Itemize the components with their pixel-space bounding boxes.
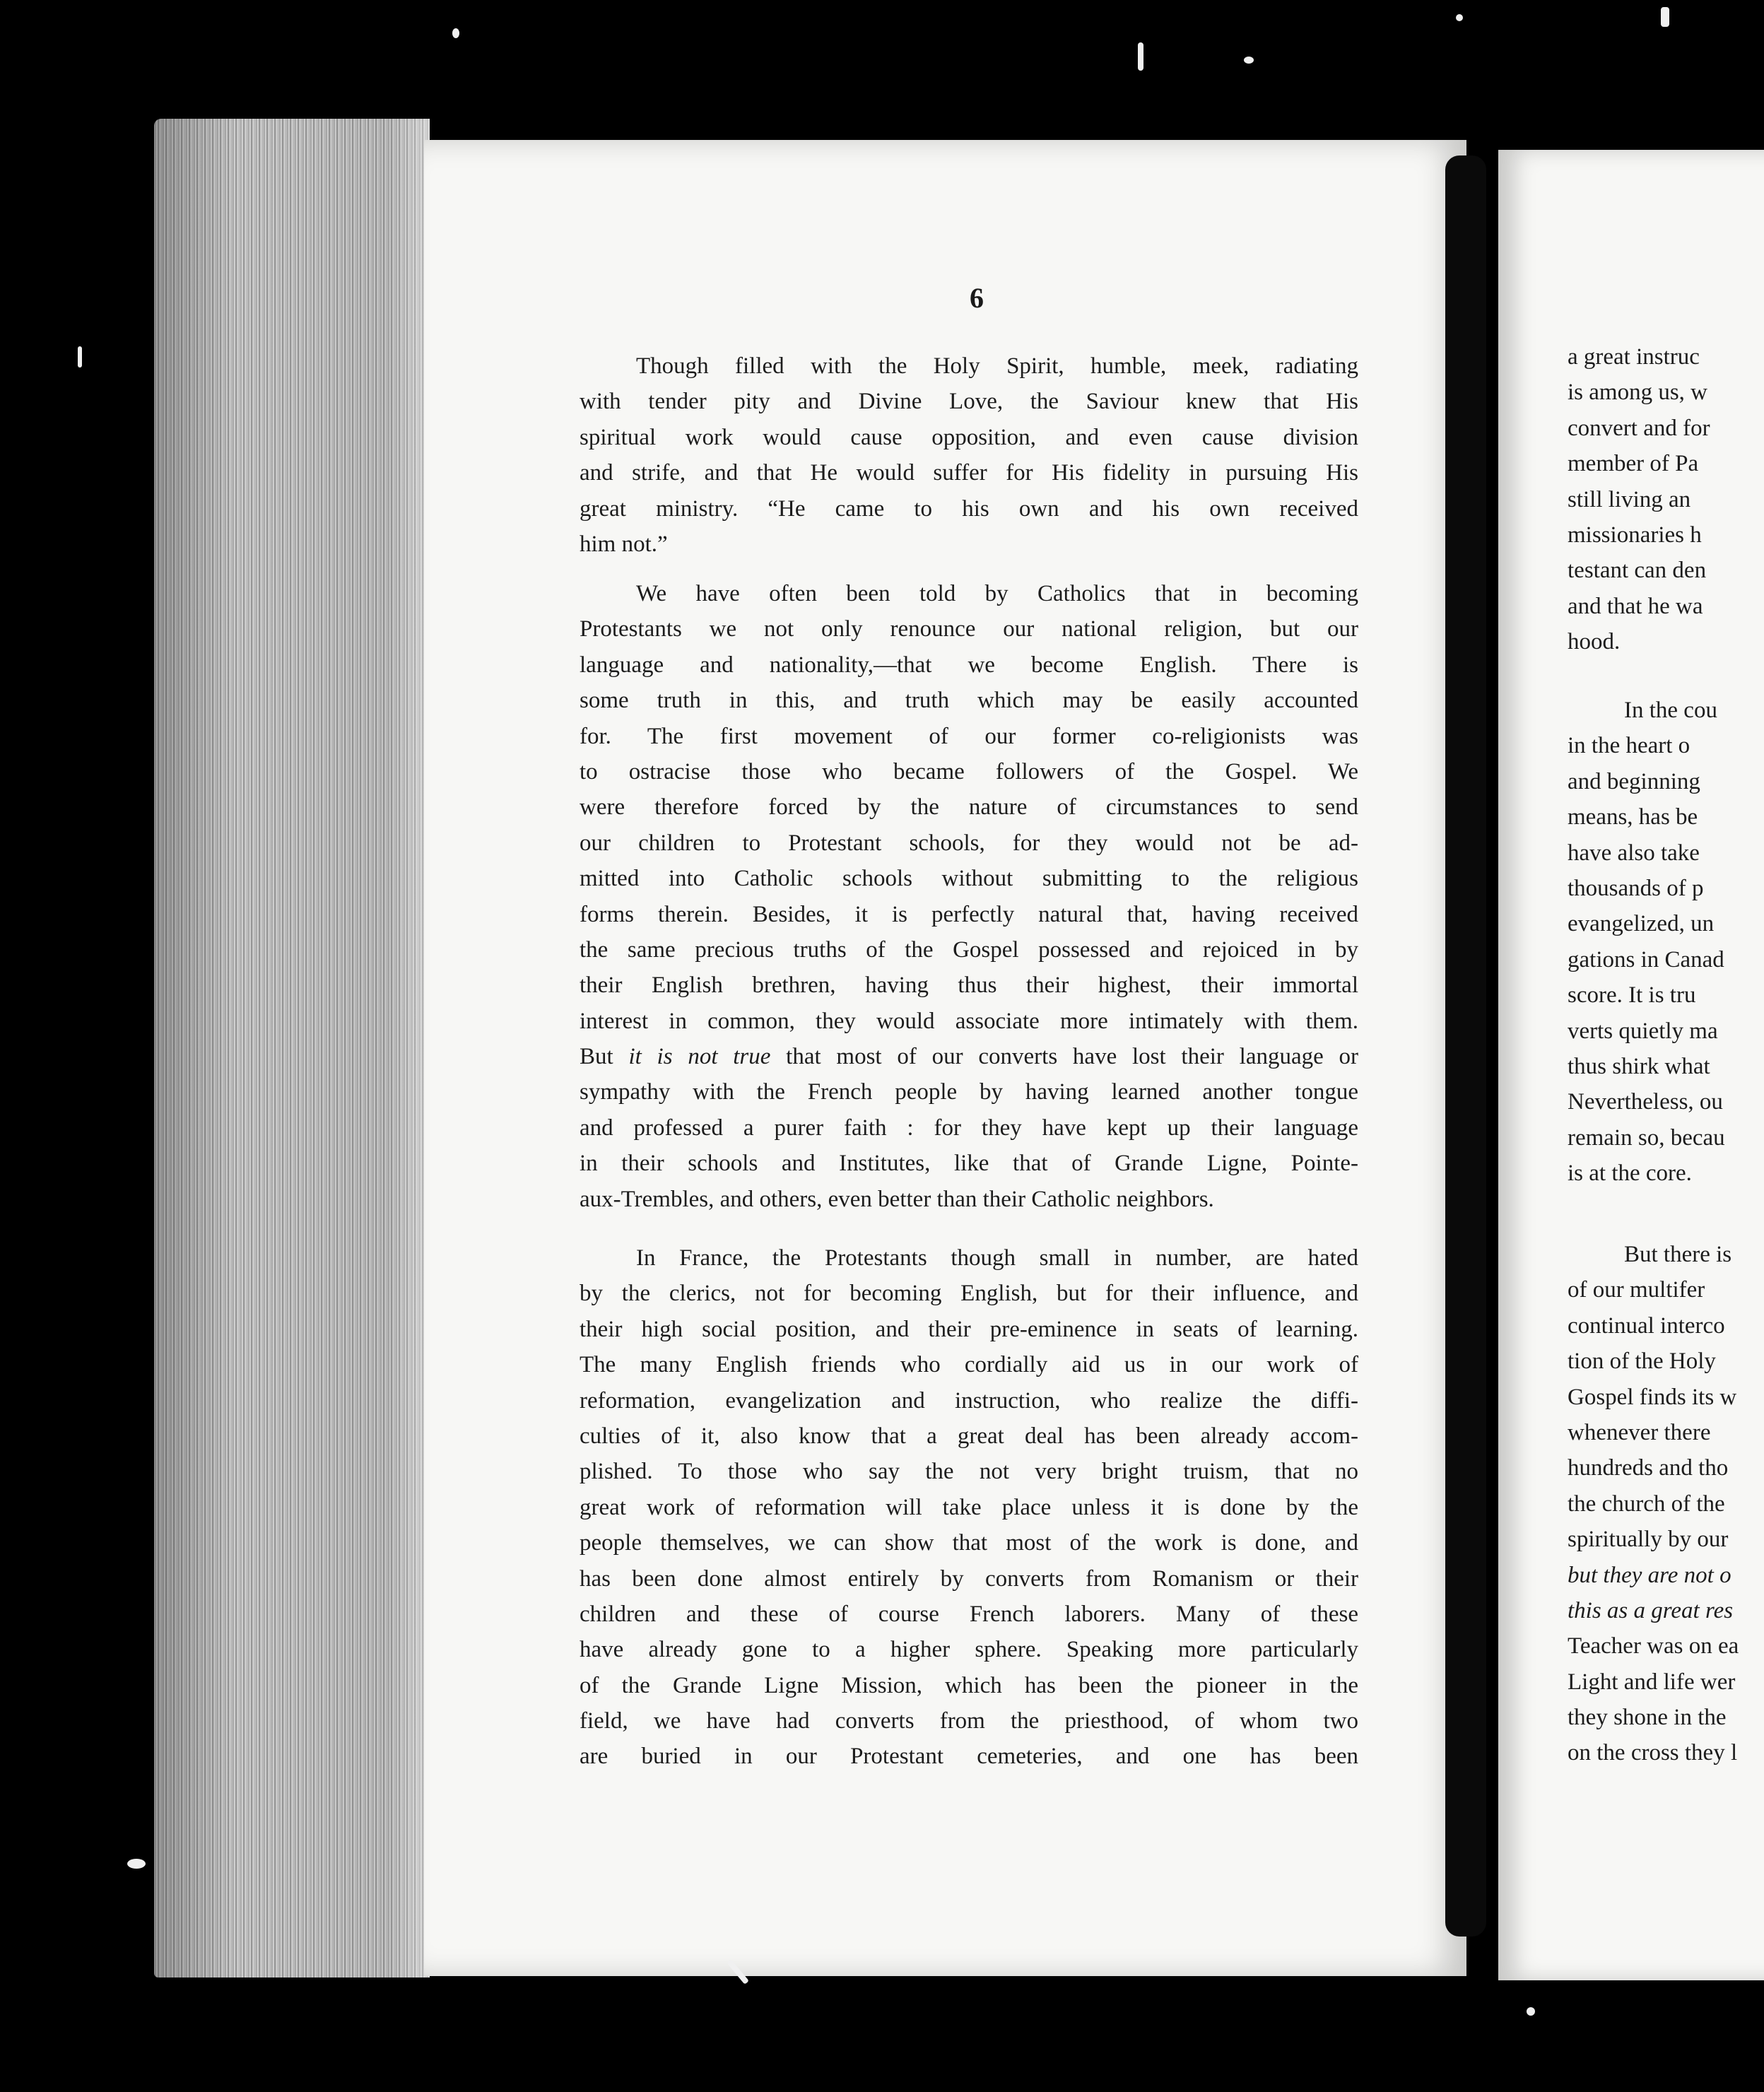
text-line: were therefore forced by the nature of circumstances to send [580, 794, 1358, 821]
text-line: convert and for [1568, 415, 1710, 441]
dust-speck [1527, 2007, 1535, 2016]
text-line: Gospel finds its w [1568, 1384, 1737, 1410]
text-line-italic-emphasis: But it is not true that most of our converts have lost their language or [580, 1044, 1359, 1070]
text-line: in the heart o [1568, 733, 1690, 759]
page-number: 6 [970, 282, 984, 314]
text-line: gations in Canad [1568, 946, 1724, 972]
text-line: Light and life wer [1568, 1669, 1736, 1695]
text-line: our children to Protestant schools, for they would not be ad- [580, 830, 1358, 856]
emphasis-text: it is not true [628, 1044, 771, 1070]
text-line: tion of the Holy [1568, 1348, 1716, 1375]
text-line: testant can den [1568, 558, 1707, 584]
text-line: of the Grande Ligne Mission, which has been the pioneer in the [580, 1672, 1358, 1698]
text-line: reformation, evangelization and instruction, who realize the diffi- [580, 1387, 1358, 1414]
text-line: missionaries h [1568, 522, 1702, 548]
right-paragraph-2 [1568, 693, 1764, 1191]
right-paragraph-1 [1568, 339, 1764, 660]
text-line: and professed a purer faith : for they have kept up their language [580, 1115, 1358, 1141]
text-line: to ostracise those who became followers of the Gospel. We [580, 758, 1358, 784]
dust-speck [1244, 57, 1254, 64]
text-line: The many English friends who cordially aid us in our work of [580, 1352, 1358, 1378]
text-line: spiritually by our [1568, 1527, 1729, 1553]
text-line: with tender pity and Divine Love, the Saviour knew that His [580, 389, 1358, 415]
text-line: on the cross they l [1568, 1740, 1738, 1766]
dust-speck [1138, 42, 1143, 71]
text-line: hundreds and tho [1568, 1455, 1729, 1481]
text-line: hood. [1568, 629, 1621, 655]
text-line: thus shirk what [1568, 1053, 1710, 1079]
text-line: mitted into Catholic schools without submitting to the religious [580, 866, 1358, 892]
text-line: some truth in this, and truth which may be easily accounted [580, 688, 1358, 714]
dust-speck [1661, 7, 1669, 27]
page-edges [154, 119, 430, 1978]
text-line: field, we have had converts from the priesthood, of whom two [580, 1708, 1358, 1734]
text-line: In the cou [1624, 698, 1717, 723]
dust-speck [452, 28, 459, 38]
text-line: evangelized, un [1568, 911, 1715, 937]
text-line: sympathy with the French people by having learned another tongue [580, 1079, 1358, 1105]
text-line: aux-Trembles, and others, even better than their Catholic neighbors. [580, 1186, 1214, 1212]
text-line: great ministry. “He came to his own and his own received [580, 495, 1358, 522]
text-line: whenever there [1568, 1419, 1711, 1445]
text-line: is at the core. [1568, 1160, 1692, 1187]
text-line: and strife, and that He would suffer for His fidelity in pursuing His [580, 460, 1358, 486]
text-line: verts quietly ma [1568, 1018, 1718, 1044]
text-line: by the clerics, not for becoming English, but for their influence, and [580, 1281, 1358, 1307]
paragraph-3 [580, 1240, 1358, 1775]
text-line: interest in common, they would associate more intimately with them. [580, 1008, 1358, 1034]
text-line: in their schools and Institutes, like that of Grande Ligne, Pointe- [580, 1151, 1358, 1177]
text-line: people themselves, we can show that most of the work is done, and [580, 1530, 1358, 1556]
text-line: But there is [1624, 1242, 1732, 1267]
text-line: is among us, w [1568, 380, 1707, 406]
text-line: of our multifer [1568, 1277, 1705, 1303]
text-line-italic: this as a great res [1568, 1597, 1734, 1623]
text-line: culties of it, also know that a great deal has been already accom- [580, 1423, 1358, 1449]
text-line: for. The first movement of our former co-religionists was [580, 723, 1358, 749]
text-line: member of Pa [1568, 451, 1699, 477]
text-line: him not.” [580, 531, 668, 557]
text-line: has been done almost entirely by converts from Romanism or their [580, 1565, 1358, 1592]
book-gutter [1445, 155, 1486, 1937]
text-line: continual interco [1568, 1312, 1725, 1339]
text-line: they shone in the [1568, 1705, 1727, 1731]
text-line: a great instruc [1568, 344, 1700, 370]
text-line: the same precious truths of the Gospel possessed and rejoiced in by [580, 936, 1358, 963]
dust-speck [78, 346, 82, 368]
text-line: are buried in our Protestant cemeteries, and one has been [580, 1744, 1358, 1770]
text-line: and that he wa [1568, 593, 1703, 619]
text-line: spiritual work would cause opposition, and even cause division [580, 424, 1358, 450]
text-line: great work of reformation will take place unless it is done by the [580, 1494, 1358, 1520]
text-line: score. It is tru [1568, 982, 1696, 1009]
text-line: Protestants we not only renounce our national religion, but our [580, 616, 1358, 642]
text-line: Teacher was on ea [1568, 1633, 1739, 1659]
text-line: In France, the Protestants though small in number, are hated [636, 1245, 1358, 1271]
text-line: Nevertheless, ou [1568, 1089, 1723, 1115]
text-line: their English brethren, having thus their highest, their immortal [580, 972, 1358, 999]
dust-speck [1456, 14, 1463, 21]
text-line: their high social position, and their pre-eminence in seats of learning. [580, 1316, 1358, 1342]
text-line: thousands of p [1568, 875, 1704, 901]
paragraph-1 [580, 348, 1358, 562]
dust-speck [127, 1859, 146, 1869]
text-line-italic: but they are not o [1568, 1562, 1731, 1588]
text-line: means, has be [1568, 804, 1698, 830]
paragraph-2 [580, 576, 1358, 1217]
text-line: We have often been told by Catholics that in becoming [636, 581, 1358, 606]
text-line: Though filled with the Holy Spirit, humble, meek, radiating [636, 353, 1358, 379]
text-line: forms therein. Besides, it is perfectly natural that, having received [580, 901, 1358, 927]
text-line: have also take [1568, 840, 1700, 866]
right-paragraph-3 [1568, 1237, 1764, 1771]
text-line: plished. To those who say the not very bright truism, that no [580, 1459, 1358, 1485]
text-line: still living an [1568, 486, 1691, 512]
text-line: remain so, becau [1568, 1124, 1725, 1151]
text-line: and beginning [1568, 768, 1700, 794]
text-line: the church of the [1568, 1491, 1725, 1517]
text-line: have already gone to a higher sphere. Speaking more particularly [580, 1637, 1358, 1663]
text-line: children and these of course French laborers. Many of these [580, 1601, 1358, 1627]
text-line: language and nationality,—that we become English. There is [580, 652, 1358, 678]
